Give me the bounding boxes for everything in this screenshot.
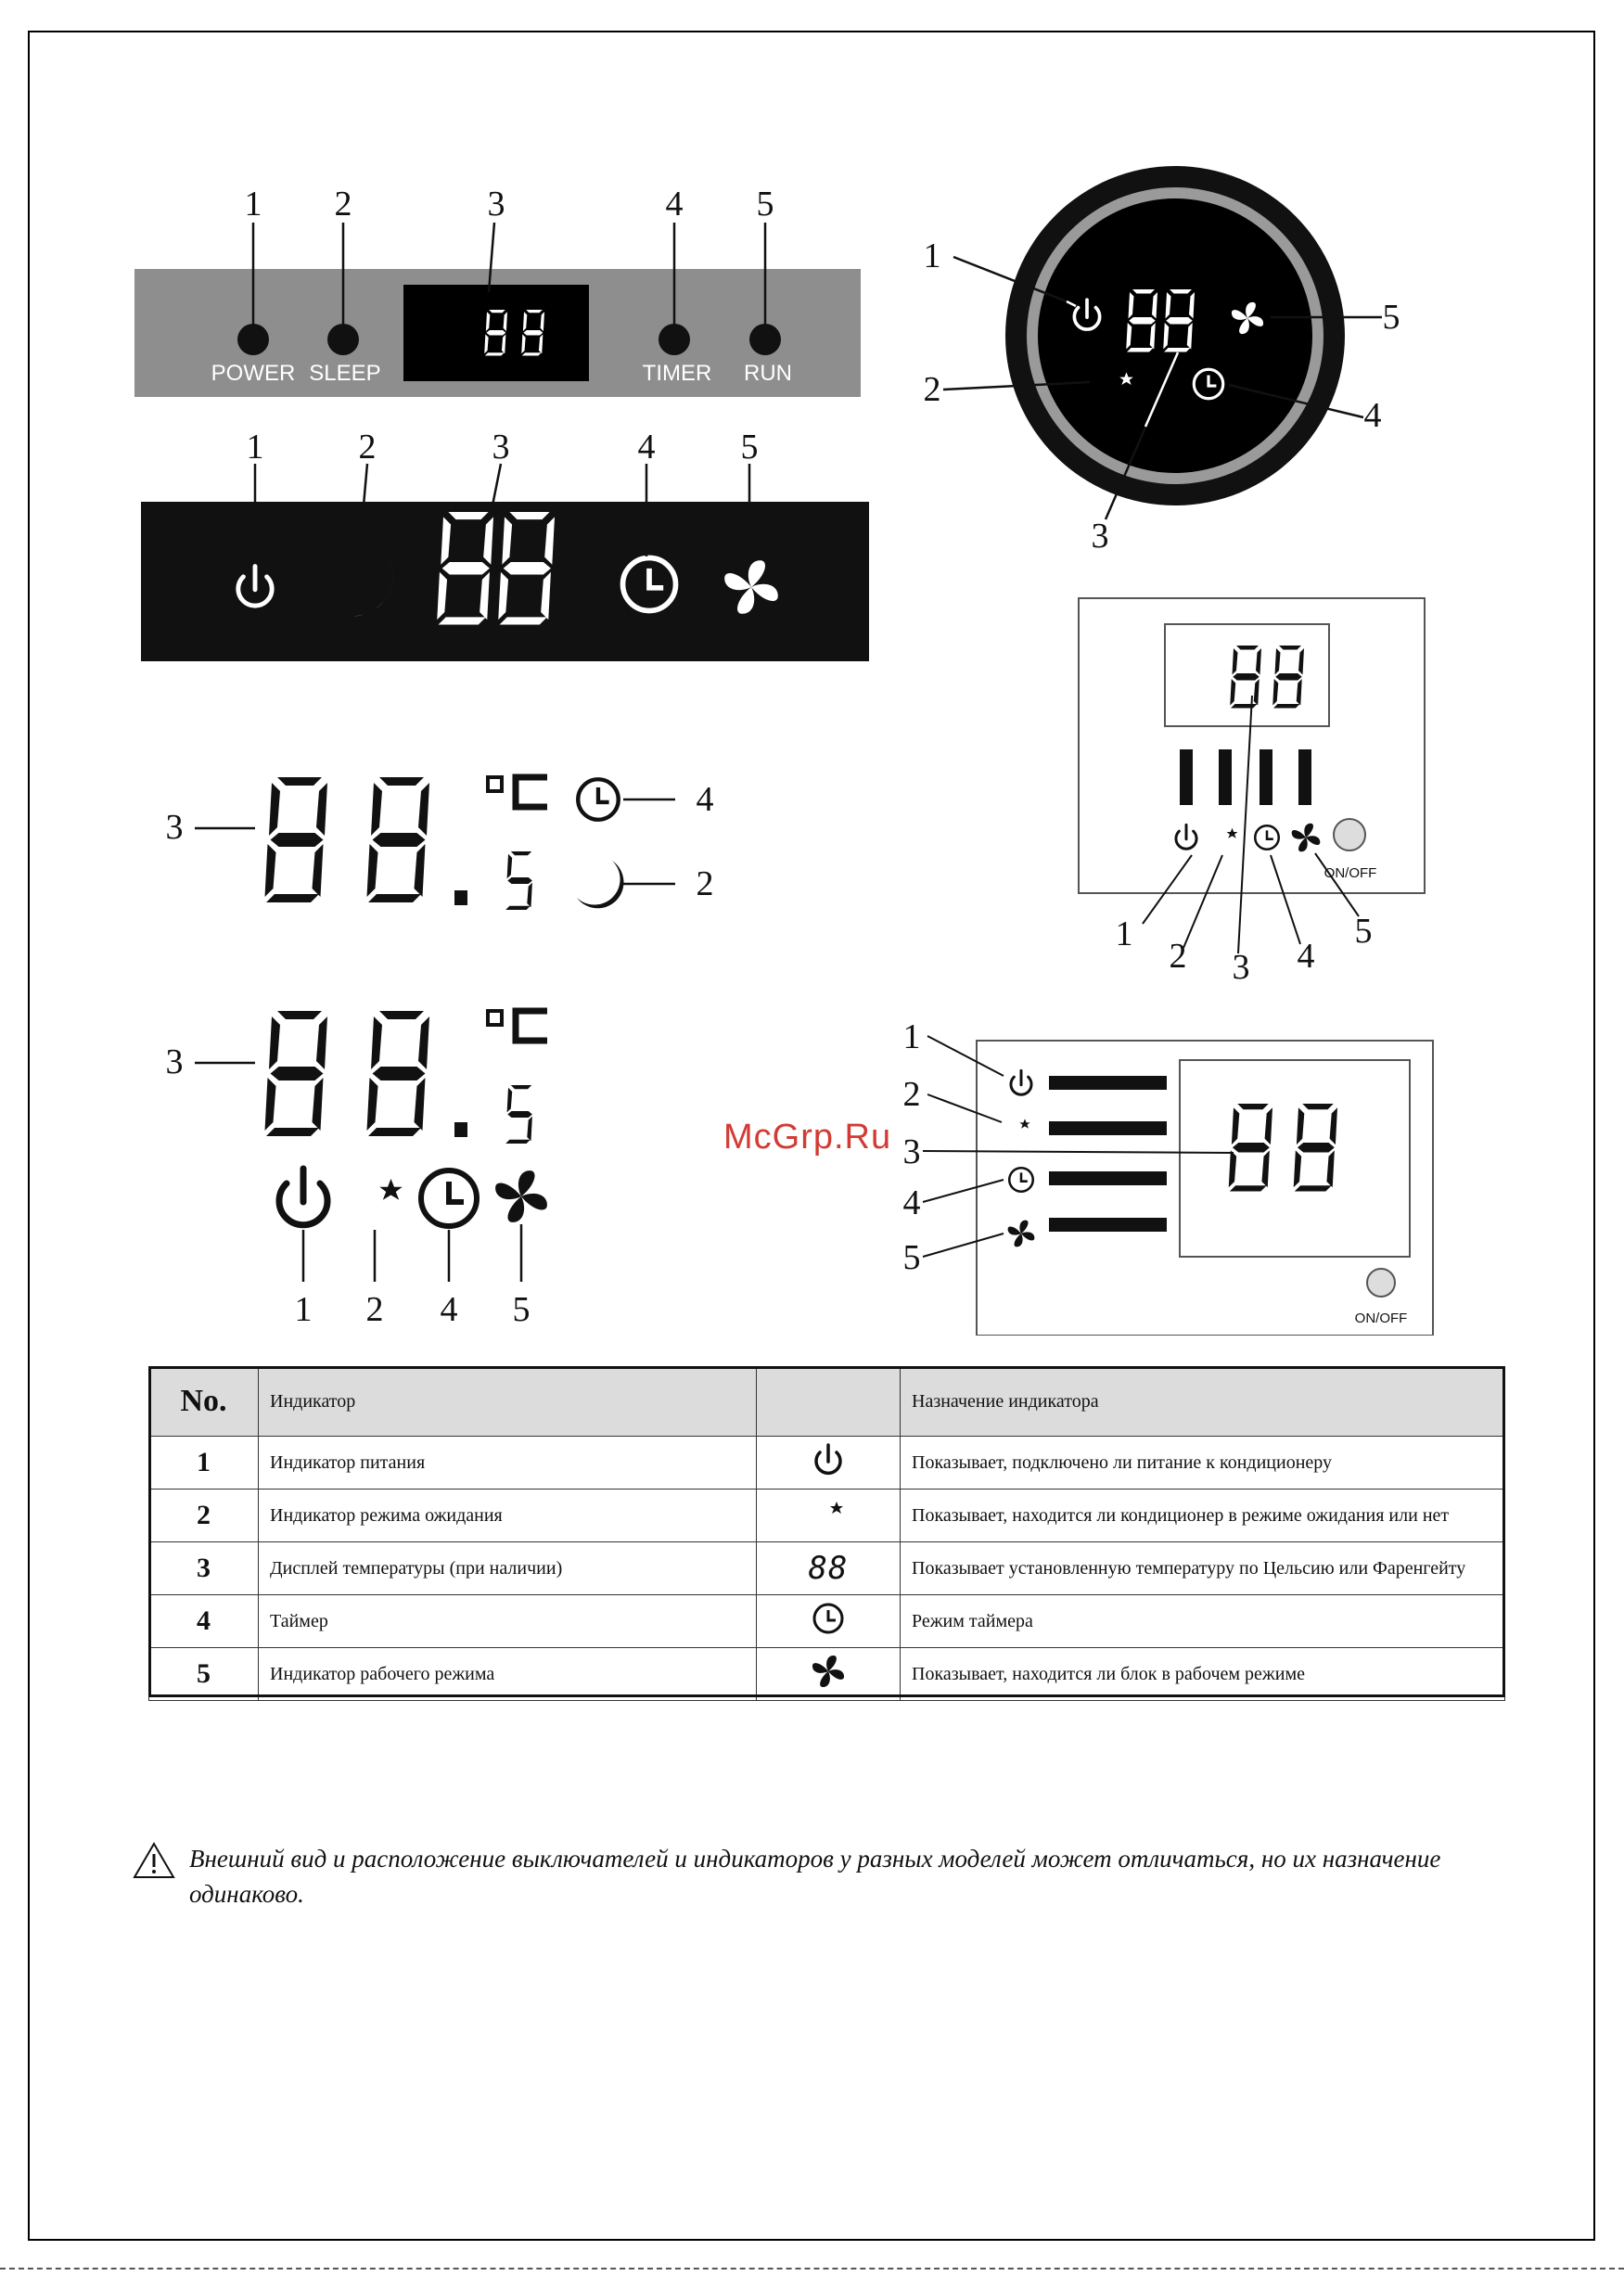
- row-name: Дисплей температуры (при наличии): [259, 1542, 757, 1595]
- panel-b-icon-bar: [141, 428, 869, 661]
- row-name: Индикатор рабочего режима: [259, 1648, 757, 1701]
- callout-4: 4: [440, 1290, 458, 1329]
- timer-clock-icon: [421, 1170, 477, 1226]
- row-description: Показывает, подключено ли питание к кондиционеру: [901, 1437, 1505, 1490]
- header-purpose: Назначение индикатора: [901, 1367, 1505, 1437]
- table-row: [149, 1595, 1505, 1648]
- bottom-divider: [0, 2268, 1624, 2270]
- callout-3: 3: [492, 428, 510, 467]
- callout-1: 1: [244, 185, 262, 224]
- row-description: Показывает, находится ли кондиционер в режиме ожидания или нет: [901, 1490, 1505, 1542]
- warning-note: [132, 1841, 1495, 1912]
- indicator-table: [148, 1366, 1505, 1701]
- callout-3: 3: [902, 1132, 921, 1171]
- callout-3: 3: [1091, 517, 1109, 556]
- callout-3: 3: [165, 808, 184, 847]
- timer-button[interactable]: [659, 324, 690, 355]
- panel-c-round-display: [924, 166, 1400, 556]
- timer-clock-icon: [757, 1595, 901, 1648]
- panel-f-large-temp-icons: [166, 1011, 548, 1329]
- run-label: RUN: [744, 361, 792, 386]
- row-description: Показывает, находится ли блок в рабочем режиме: [901, 1648, 1505, 1701]
- sleep-moon-icon: [757, 1490, 901, 1542]
- timer-clock-icon: [578, 779, 619, 820]
- callout-4: 4: [902, 1183, 921, 1222]
- panel-a-button-bar: [134, 185, 861, 397]
- table-row: [149, 1648, 1505, 1701]
- watermark: McGrp.Ru: [723, 1118, 892, 1157]
- callout-3: 3: [1232, 948, 1250, 987]
- sleep-moon-icon: [355, 1172, 403, 1224]
- power-label: POWER: [211, 361, 296, 386]
- callout-2: 2: [358, 428, 377, 467]
- sleep-label: SLEEP: [309, 361, 381, 386]
- power-icon: [279, 1169, 327, 1225]
- panel-g-wide-display: [903, 1017, 1434, 1336]
- table-header-row: [149, 1367, 1505, 1437]
- callout-2: 2: [1169, 937, 1187, 976]
- header-indicator: Индикатор: [259, 1367, 757, 1437]
- callout-5: 5: [1354, 912, 1373, 951]
- callout-2: 2: [696, 864, 714, 903]
- row-name: Индикатор питания: [259, 1437, 757, 1490]
- row-number: 2: [149, 1490, 259, 1542]
- callout-1: 1: [923, 237, 941, 275]
- callout-4: 4: [1363, 396, 1382, 435]
- callout-1: 1: [246, 428, 264, 467]
- callout-4: 4: [637, 428, 656, 467]
- warning-triangle-icon: [132, 1841, 176, 1880]
- power-icon: [757, 1437, 901, 1490]
- callout-2: 2: [902, 1075, 921, 1114]
- temperature-display-digits: 88: [808, 1550, 849, 1587]
- callout-3: 3: [165, 1042, 184, 1081]
- callout-1: 1: [1115, 914, 1133, 953]
- fan-icon: [757, 1648, 901, 1701]
- row-number: 3: [149, 1542, 259, 1595]
- header-no: No.: [149, 1367, 259, 1437]
- callout-2: 2: [365, 1290, 384, 1329]
- row-name: Таймер: [259, 1595, 757, 1648]
- table-row: [149, 1437, 1505, 1490]
- panel-d-square-display: [1079, 598, 1425, 987]
- header-icon: [757, 1367, 901, 1437]
- callout-1: 1: [294, 1290, 313, 1329]
- row-name: Индикатор режима ожидания: [259, 1490, 757, 1542]
- callout-2: 2: [334, 185, 352, 224]
- callout-4: 4: [665, 185, 684, 224]
- row-description: Режим таймера: [901, 1595, 1505, 1648]
- callout-4: 4: [1297, 937, 1315, 976]
- callout-5: 5: [756, 185, 774, 224]
- on-off-label: ON/OFF: [1323, 865, 1377, 881]
- on-off-label: ON/OFF: [1354, 1311, 1408, 1326]
- power-button[interactable]: [237, 324, 269, 355]
- sleep-moon-icon: [577, 861, 623, 908]
- on-off-button[interactable]: [1367, 1269, 1395, 1297]
- timer-label: TIMER: [642, 361, 712, 386]
- row-number: 4: [149, 1595, 259, 1648]
- temperature-display-icon: [757, 1542, 901, 1595]
- table-row: [149, 1490, 1505, 1542]
- sleep-button[interactable]: [327, 324, 359, 355]
- callout-1: 1: [902, 1017, 921, 1056]
- row-number: 5: [149, 1648, 259, 1701]
- callout-4: 4: [696, 780, 714, 819]
- warning-note-text: Внешний вид и расположение выключателей и индикаторов у разных моделей может отличаться, но их назначение одинаково.: [189, 1845, 1441, 1908]
- fan-icon: [495, 1170, 547, 1222]
- callout-3: 3: [487, 185, 505, 224]
- on-off-button[interactable]: [1334, 819, 1365, 850]
- panel-e-large-temp: [166, 777, 714, 910]
- row-number: 1: [149, 1437, 259, 1490]
- callout-5: 5: [902, 1238, 921, 1277]
- callout-2: 2: [923, 370, 941, 409]
- callout-5: 5: [512, 1290, 531, 1329]
- row-description: Показывает установленную температуру по Цельсию или Фаренгейту: [901, 1542, 1505, 1595]
- callout-5: 5: [1382, 298, 1400, 337]
- run-button[interactable]: [749, 324, 781, 355]
- callout-5: 5: [740, 428, 759, 467]
- table-row: [149, 1542, 1505, 1595]
